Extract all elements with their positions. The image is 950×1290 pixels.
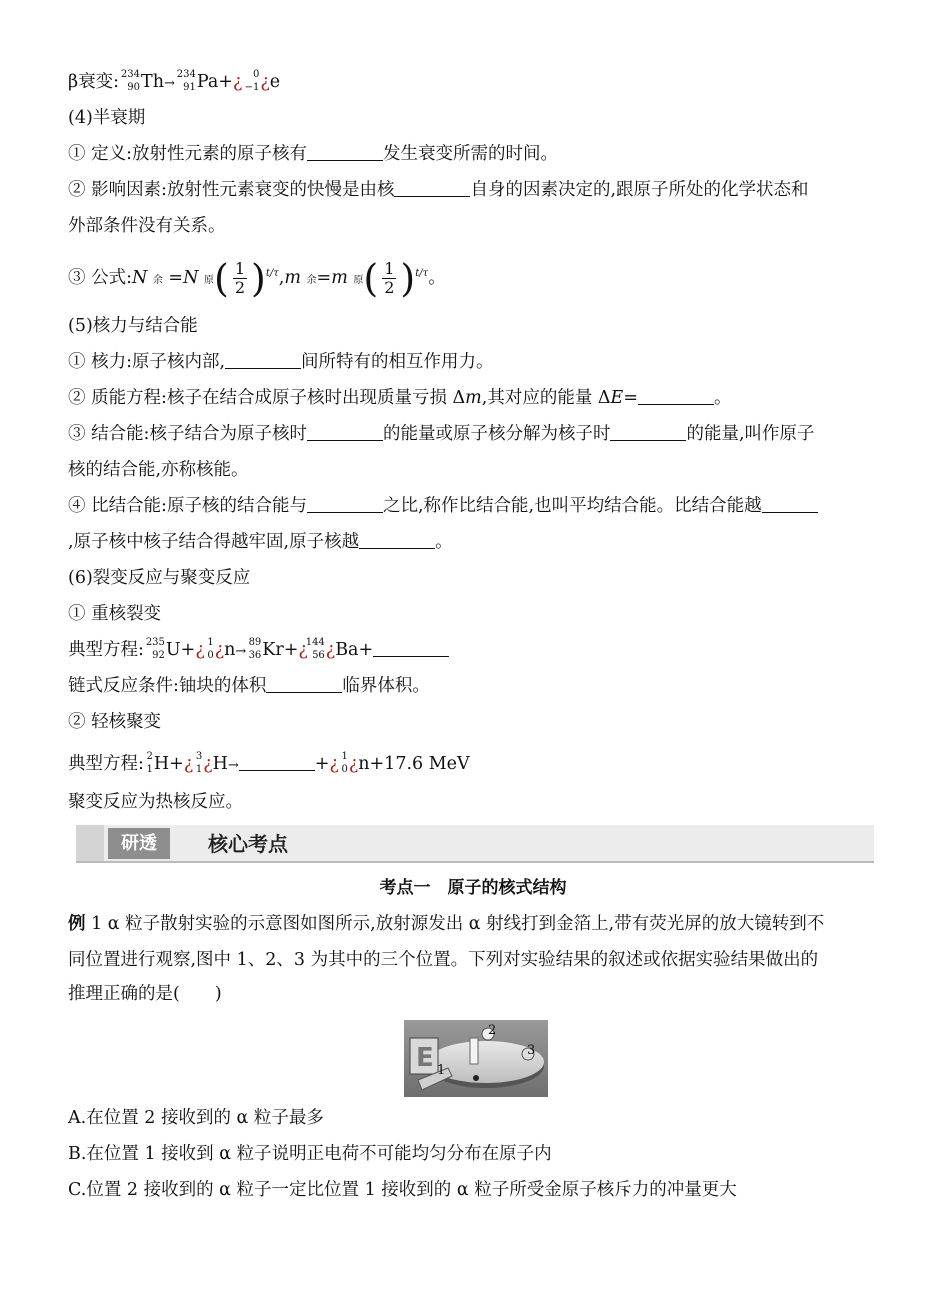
banner-tag: 研透: [108, 828, 170, 859]
example-line-2: 同位置进行观察,图中 1、2、3 为其中的三个位置。下列对实验结果的叙述或依据实验结果做出的: [68, 950, 819, 970]
fusion-equation: 典型方程: 2 1 H+¿ 3 1 ¿H→ +¿ 1 0 ¿n+17.6 MeV: [68, 751, 470, 775]
binding-energy-cont: 核的结合能,亦称核能。: [68, 460, 249, 480]
blank-10[interactable]: [373, 639, 449, 657]
fission-fusion-heading: (6)裂变反应与聚变反应: [68, 568, 251, 588]
option-a[interactable]: A.在位置 2 接收到的 α 粒子最多: [68, 1108, 324, 1128]
blank-3[interactable]: [225, 351, 301, 369]
section-banner: [76, 825, 874, 863]
nuclear-force-line: ① 核力:原子核内部, 间所特有的相互作用力。: [68, 352, 494, 372]
binding-energy-line: ③ 结合能:核子结合为原子核时 的能量或原子核分解为核子时 的能量,叫作原子: [68, 424, 815, 444]
nucleus-dot: [473, 1075, 479, 1081]
example-line-3: 推理正确的是( ): [68, 984, 222, 1004]
nuclide-th: 234 90: [120, 69, 141, 93]
blank-11[interactable]: [266, 675, 342, 693]
beta-decay-line: β衰变: 234 90 Th→ 234 91 Pa+¿ 0 −1 ¿e: [68, 69, 281, 93]
specific-binding-cont: ,原子核中核子结合得越牢固,原子核越 。: [68, 532, 453, 552]
blank-12[interactable]: [239, 753, 315, 771]
svg-text:E: E: [416, 1043, 434, 1073]
blank-4[interactable]: [638, 387, 714, 405]
half-life-factor: ② 影响因素:放射性元素衰变的快慢是由核 自身的因素决定的,跟原子所处的化学状态和: [68, 180, 809, 200]
nuclear-force-heading: (5)核力与结合能: [68, 316, 198, 336]
blank-2[interactable]: [394, 179, 470, 197]
blank-6[interactable]: [610, 423, 686, 441]
half-life-heading: (4)半衰期: [68, 108, 146, 128]
chain-reaction-line: 链式反应条件:铀块的体积 临界体积。: [68, 676, 430, 696]
blank-5[interactable]: [307, 423, 383, 441]
position-label-3: 3: [527, 1043, 536, 1058]
gold-foil: [470, 1038, 478, 1064]
example-line-1: 例 1 α 粒子散射实验的示意图如图所示,放射源发出 α 射线打到金箔上,带有荧光屏的放大镜转到不: [68, 914, 825, 934]
fraction-half: $\frac{1}{2}$: [234, 258, 245, 297]
alpha-scattering-figure: [404, 1020, 548, 1097]
blank-7[interactable]: [307, 495, 383, 513]
banner-title: 核心考点: [208, 832, 288, 856]
position-label-2: 2: [488, 1023, 497, 1038]
option-b[interactable]: B.在位置 1 接收到 α 粒子说明正电荷不可能均匀分布在原子内: [68, 1144, 552, 1164]
option-c[interactable]: C.位置 2 接收到的 α 粒子一定比位置 1 接收到的 α 粒子所受金原子核斥力的冲量更大: [68, 1180, 737, 1200]
specific-binding-line: ④ 比结合能:原子核的结合能与 之比,称作比结合能,也叫平均结合能。比结合能越: [68, 494, 818, 518]
mass-energy-line: ② 质能方程:核子在结合成原子核时出现质量亏损 Δm,其对应的能量 ΔE= 。: [68, 388, 732, 408]
position-label-1: 1: [437, 1063, 446, 1078]
fusion-note: 聚变反应为热核反应。: [68, 792, 243, 812]
fusion-subheading: ② 轻核聚变: [68, 712, 162, 732]
half-life-factor-cont: 外部条件没有关系。: [68, 216, 226, 236]
example-label: 例: [68, 914, 86, 934]
section-title: 考点一 原子的核式结构: [379, 878, 567, 898]
half-life-definition: ① 定义:放射性元素的原子核有 发生衰变所需的时间。: [68, 144, 558, 164]
blank-1[interactable]: [307, 143, 383, 161]
blank-9[interactable]: [359, 531, 435, 549]
blank-8[interactable]: [762, 495, 818, 513]
half-life-formula: ③ 公式:N 余 =N 原( $\frac{1}{2}$ )$^{t/\tau}$,m 余=m 原( $\frac{1}{2}$ )$^{t/\tau}$。: [68, 256, 446, 301]
fission-subheading: ① 重核裂变: [68, 604, 162, 624]
fission-equation: 典型方程: 235 92 U+¿ 1 0 ¿n→ 89 36 Kr+¿ 144 56 ¿Ba+: [68, 638, 449, 664]
